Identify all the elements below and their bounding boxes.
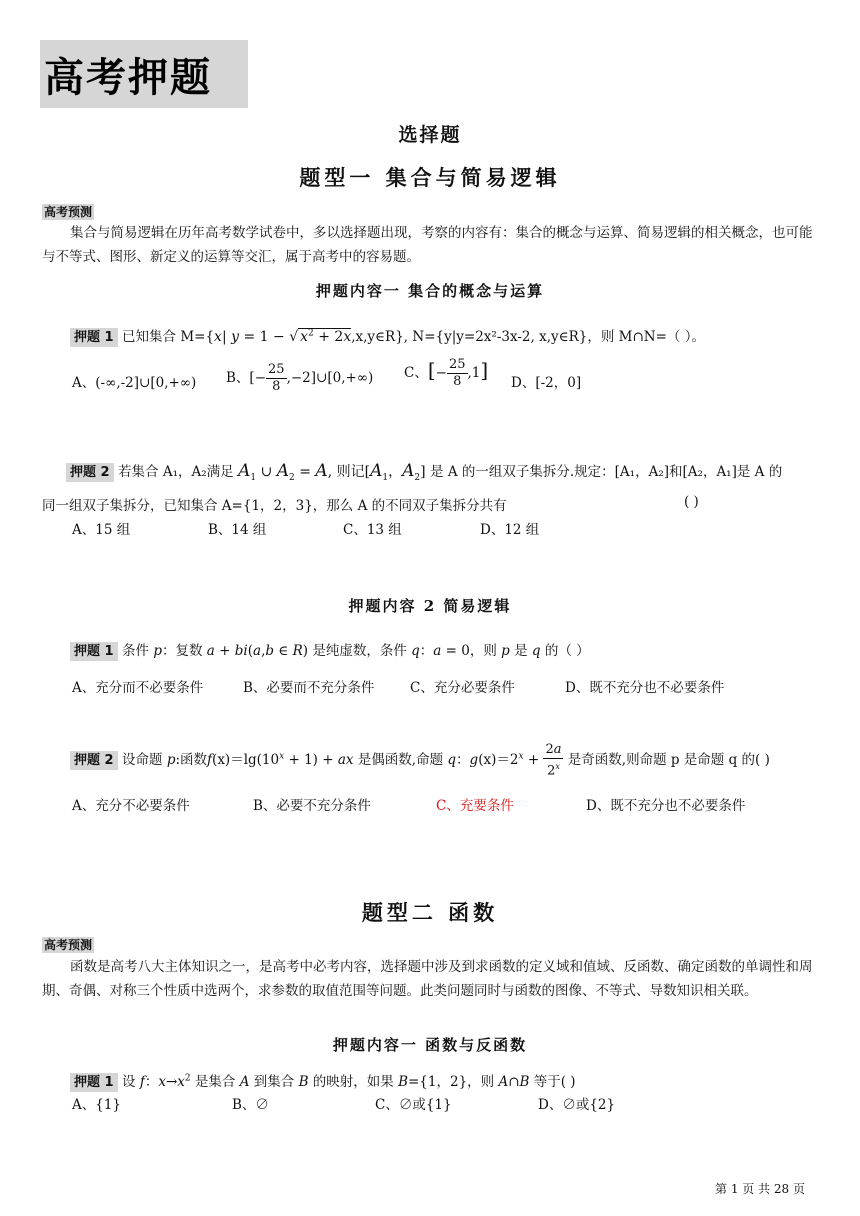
type1-q1: 押题 1 已知集合 M={x| y = 1 − √ $x^2$ + 2x,x,y∈R}, N={y|y=2x²-3x-2, x,y∈R}，则 M∩N=（ ）。 <box>70 325 705 345</box>
q3-option-c: C、充分必要条件 <box>410 680 515 696</box>
t2q1-option-c: C、∅或{1} <box>375 1097 452 1113</box>
q3-option-a: A、充分而不必要条件 <box>72 680 204 696</box>
q4-option-b: B、必要不充分条件 <box>253 798 371 814</box>
q2-option-c: C、13 组 <box>343 522 402 538</box>
t2q1-option-d: D、∅或{2} <box>538 1097 616 1113</box>
q1-option-a: A、(-∞,-2]∪[0,+∞) <box>72 375 197 391</box>
q2-paren: ( ) <box>684 494 699 510</box>
type1-q2: 押题 2 若集合 A₁，A₂满足 $A_1$ ∪ $A_2 = A$, 则记[$A_1$，$A_2$] 是 A 的一组双子集拆分.规定：[A₁，A₂]和[A₂，A₁]是 A 的 <box>66 460 782 483</box>
type1-intro: 集合与简易逻辑在历年高考数学试卷中，多以选择题出现，考察的内容有：集合的概念与运算、简易逻辑的相关概念，也可能与不等式、图形、新定义的运算等交汇，属于高考中的容易题。 <box>42 225 813 265</box>
q3-option-d: D、既不充分也不必要条件 <box>565 680 725 696</box>
type1-q3: 押题 1 条件 p：复数 a + bi(a,b ∈ R) 是纯虚数，条件 q：a = 0，则 p 是 q 的（ ） <box>70 639 590 659</box>
q4-option-a: A、充分不必要条件 <box>72 798 190 814</box>
section-choice-title: 选择题 <box>398 124 462 146</box>
type1-tag: 高考预测 <box>44 205 93 219</box>
page-footer: 第 1 页 共 28 页 <box>715 1182 805 1196</box>
type1-title: 题型一 集合与简易逻辑 <box>299 165 561 190</box>
type2-title: 题型二 函数 <box>361 900 499 925</box>
q-label: 押题 1 <box>70 328 118 347</box>
type2-intro: 函数是高考八大主体知识之一，是高考中必考内容，选择题中涉及到求函数的定义域和值域、反函数、确定函数的单调性和周期、奇偶、对称三个性质中选两个，求参数的取值范围等问题。此类问题同时与函数的图像、不等式、导数知识相关联。 <box>42 959 813 999</box>
t2q1-option-b: B、∅ <box>232 1097 269 1113</box>
q2-option-d: D、12 组 <box>480 522 540 538</box>
q2-option-a: A、15 组 <box>72 522 131 538</box>
type2-q1: 押题 1 设 f：$x\to x^2$ 是集合 A 到集合 B 的映射，如果 B={1，2}，则 A∩B 等于( ) <box>70 1070 576 1090</box>
type2-content1-title: 押题内容一 函数与反函数 <box>332 1036 528 1054</box>
q1-option-b: B、[− $\frac{25}{8}$ ,−2]∪[0,+∞) <box>226 362 374 394</box>
q3-option-b: B、必要而不充分条件 <box>243 680 375 696</box>
type1-q4: 押题 2 设命题 p:函数$f(x)=\lg(10^x + 1)$ + ax 是偶函数,命题 q：$g(x)=2^x$ + $\frac{2a}{2^x}$ 是奇函数,则命题 p 是命题 q 的( ) <box>70 742 770 779</box>
q2-option-b: B、14 组 <box>208 522 267 538</box>
banner-title: 高考押题 <box>44 55 212 101</box>
q4-option-c: C、充要条件 <box>436 798 514 814</box>
t2q1-option-a: A、{1} <box>72 1097 122 1113</box>
type2-tag: 高考预测 <box>44 938 93 952</box>
type1-content2-title: 押题内容 2 简易逻辑 <box>348 597 512 615</box>
q1-option-d: D、[-2，0] <box>511 375 582 391</box>
type1-content1-title: 押题内容一 集合的概念与运算 <box>315 282 545 300</box>
q4-option-d: D、既不充分也不必要条件 <box>586 798 746 814</box>
q1-option-c: C、[− $\frac{25}{8}$ ,1] <box>404 357 489 389</box>
q2-line2: 同一组双子集拆分，已知集合 A={1，2，3}，那么 A 的不同双子集拆分共有 <box>42 498 507 514</box>
